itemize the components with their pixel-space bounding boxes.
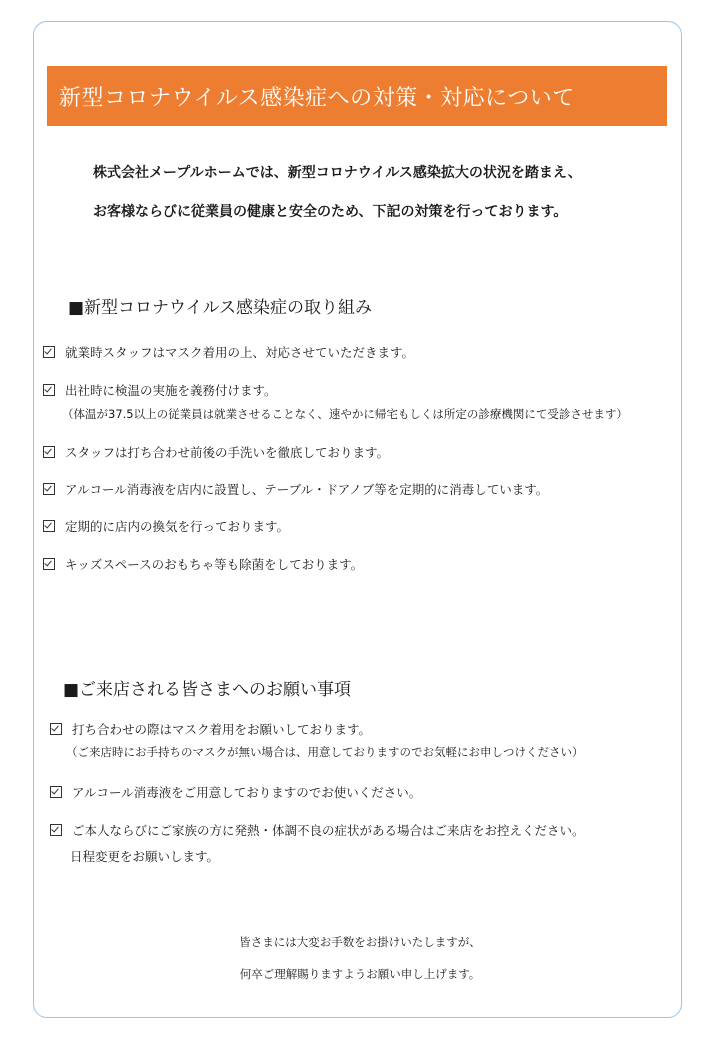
list-item-note: （体温が37.5以上の従業員は就業させることなく、速やかに帰宅もしくは所定の診療機関にて受診させます） <box>62 407 628 421</box>
list-item-note: （ご来店時にお手持ちのマスクが無い場合は、用意しておりますのでお気軽にお申しつけください） <box>66 745 584 759</box>
list-item <box>43 443 389 461</box>
section-heading-measures: ■新型コロナウイルス感染症の取り組み <box>68 298 373 318</box>
list-item <box>43 555 363 573</box>
list-item <box>43 343 414 361</box>
checkbox-icon <box>50 786 62 798</box>
checkbox-icon <box>43 520 55 532</box>
closing-line-1: 皆さまには大変お手数をお掛けいたしますが、 <box>239 935 481 949</box>
checkbox-icon <box>43 483 55 495</box>
checkbox-icon <box>43 346 55 358</box>
list-item-text: アルコール消毒液をご用意しておりますのでお使いください。 <box>72 785 422 800</box>
intro-line-2: お客様ならびに従業員の健康と安全のため、下記の対策を行っております。 <box>93 204 568 220</box>
list-item <box>50 821 585 839</box>
list-item-text: ご本人ならびにご家族の方に発熱・体調不良の症状がある場合はご来店をお控えください。 <box>72 823 585 838</box>
checkbox-icon <box>43 384 55 396</box>
list-item <box>43 517 289 535</box>
list-item <box>43 381 277 399</box>
list-item <box>43 480 548 498</box>
checkbox-icon <box>43 558 55 570</box>
checkbox-icon <box>43 446 55 458</box>
checkbox-icon <box>50 824 62 836</box>
list-item-text: 出社時に検温の実施を義務付けます。 <box>65 383 277 398</box>
list-item-text: 打ち合わせの際はマスク着用をお願いしております。 <box>72 722 372 737</box>
page-title: 新型コロナウイルス感染症への対策・対応について <box>59 85 575 111</box>
section-heading-requests: ■ご来店される皆さまへのお願い事項 <box>63 680 352 700</box>
title-banner <box>47 66 667 126</box>
list-item-text: キッズスペースのおもちゃ等も除菌をしております。 <box>65 557 364 572</box>
list-item <box>50 720 371 738</box>
list-item-text: スタッフは打ち合わせ前後の手洗いを徹底しております。 <box>65 445 390 460</box>
list-item-text: アルコール消毒液を店内に設置し、テーブル・ドアノブ等を定期的に消毒しています。 <box>65 482 549 497</box>
list-item-note: 日程変更をお願いします。 <box>70 849 220 864</box>
closing-line-2: 何卒ご理解賜りますようお願い申し上げます。 <box>239 967 481 981</box>
list-item-text: 就業時スタッフはマスク着用の上、対応させていただきます。 <box>65 345 415 360</box>
intro-line-1: 株式会社メープルホームでは、新型コロナウイルス感染拡大の状況を踏まえ、 <box>93 165 582 181</box>
checkbox-icon <box>50 723 62 735</box>
list-item <box>50 783 421 801</box>
list-item-text: 定期的に店内の換気を行っております。 <box>65 519 290 534</box>
